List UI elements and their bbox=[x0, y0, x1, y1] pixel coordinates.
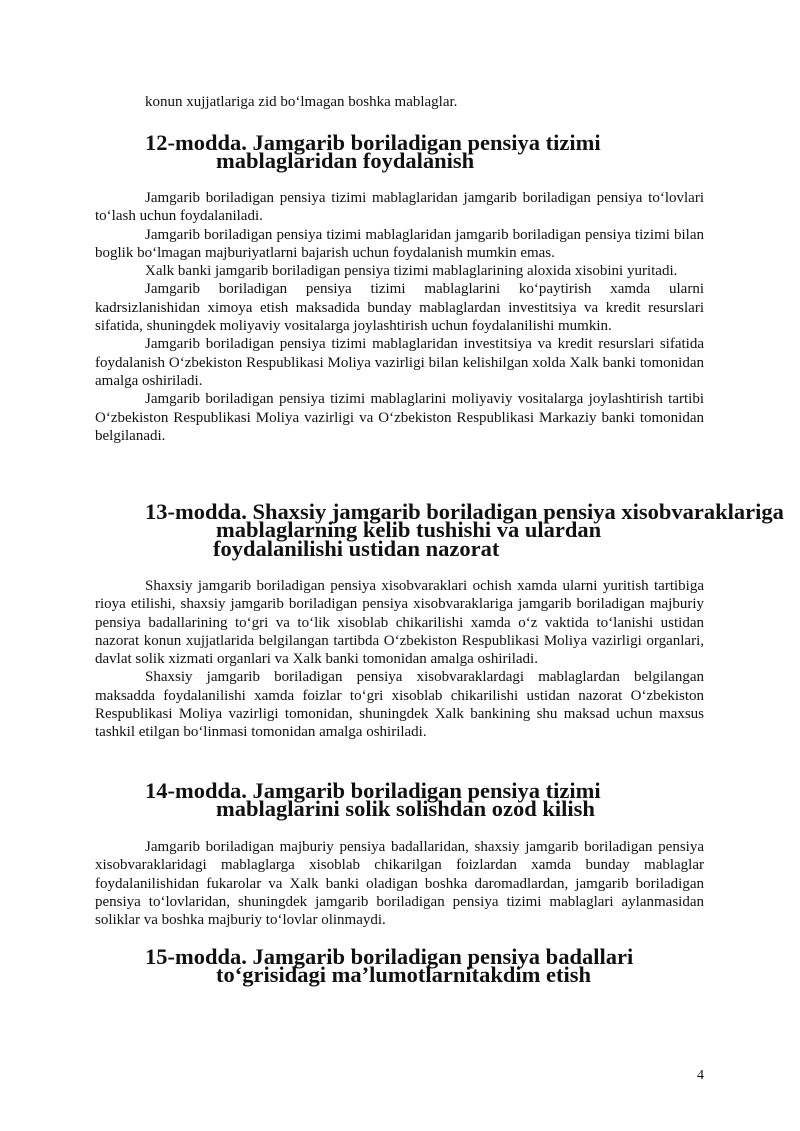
continuation-text: konun xujjatlariga zid bo‘lmagan boshka mablaglar. bbox=[145, 94, 458, 110]
article-13-heading-line1: 13-modda. Shaxsiy jamgarib boriladigan pensiya xisobvaraklariga bbox=[145, 499, 784, 524]
article-15-heading-line1: 15-modda. Jamgarib boriladigan pensiya badallari bbox=[145, 944, 634, 969]
article-14-heading-line2: mablaglarini solik solishdan ozod kilish bbox=[216, 796, 595, 822]
article-12-heading-line1: 12-modda. Jamgarib boriladigan pensiya tizimi bbox=[145, 130, 601, 155]
article-12-paragraph: Jamgarib boriladigan pensiya tizimi mablaglaridan jamgarib boriladigan pensiya to‘lovlari to‘lash uchun foydalaniladi. bbox=[95, 190, 704, 225]
article-13-heading bbox=[145, 499, 784, 561]
article-13-body bbox=[95, 577, 704, 742]
article-14-heading-line1: 14-modda. Jamgarib boriladigan pensiya tizimi bbox=[145, 778, 601, 803]
article-14-body bbox=[95, 838, 704, 929]
article-12-paragraph: Jamgarib boriladigan pensiya tizimi mablaglarini moliyaviy vositalarga joylashtirish tartibi O‘zbekiston Respublikasi Moliya vazirligi va O‘zbekiston Respublikasi Markaziy banki tomonidan belgilanadi. bbox=[95, 391, 704, 444]
article-12-heading-line2: mablaglaridan foydalanish bbox=[216, 148, 475, 174]
article-12-paragraph: Xalk banki jamgarib boriladigan pensiya tizimi mablaglarining aloxida xisobini yuritadi. bbox=[145, 263, 678, 280]
article-14-paragraph: Jamgarib boriladigan majburiy pensiya badallaridan, shaxsiy jamgarib boriladigan pensiya xisobvaraklaridagi mablaglarga xisoblab chikarilgan foizlardan xamda bunday mablaglar foydalanilishidan fukarolar va Xalk banki oladigan boshka daromadlardan, jamgarib boriladigan pensiya to‘lovlaridan, shuningdek jamgarib boriladigan pensiya tizimi mablaglari aylanmasidan soliklar va boshka majburiy to‘lovlar olinmaydi. bbox=[95, 839, 704, 929]
article-14-heading bbox=[145, 778, 601, 822]
article-13-heading-line2: mablaglarning kelib tushishi va ulardan bbox=[216, 517, 602, 543]
article-12-heading bbox=[145, 130, 601, 174]
article-13-paragraph: Shaxsiy jamgarib boriladigan pensiya xisobvaraklardagi mablaglardan belgilangan maksadda foydalanilishi xamda foizlar to‘gri xisoblab chikarilishi ustidan nazorat O‘zbekiston Respublikasi Moliya vazirligi tomonidan, shuningdek Xalk bankining shu maksad uchun maxsus tashkil etilgan bo‘linmasi tomonidan amalga oshiriladi. bbox=[95, 669, 704, 741]
article-12-body bbox=[95, 189, 704, 445]
article-15-heading bbox=[145, 944, 634, 988]
article-12-paragraph: Jamgarib boriladigan pensiya tizimi mablaglaridan investitsiya va kredit resurslari sifatida foydalanish O‘zbekiston Respublikasi Moliya vazirligi bilan kelishilgan xolda Xalk banki tomonidan amalga oshiriladi. bbox=[95, 336, 704, 389]
article-12-paragraph: Jamgarib boriladigan pensiya tizimi mablaglaridan jamgarib boriladigan pensiya tizimi bilan boglik bo‘lmagan majburiyatlarni bajarish uchun foydalanish mumkin emas. bbox=[95, 226, 704, 261]
article-13-paragraph: Shaxsiy jamgarib boriladigan pensiya xisobvaraklari ochish xamda ularni yuritish tartibiga rioya etilishi, shaxsiy jamgarib boriladigan pensiya xisobvaraklariga jamgarib boriladigan majburiy pensiya badallarining to‘gri va to‘lik xisoblab chikarilishi xamda o‘z vaktida to‘lanishi ustidan nazorat konun xujjatlarida belgilangan tartibda O‘zbekiston Respublikasi Moliya vazirligi organlari, davlat solik xizmati organlari va Xalk banki tomonidan amalga oshiriladi. bbox=[95, 578, 704, 668]
article-13-heading-line3: foydalanilishi ustidan nazorat bbox=[213, 535, 500, 561]
article-12-paragraph: Jamgarib boriladigan pensiya tizimi mablaglarini ko‘paytirish xamda ularni kadrsizlanishidan ximoya etish maksadida bunday mablaglardan investitsiya va kredit resurslari sifatida, shuningdek moliyaviy vositalarga joylashtirish uchun foydalanilishi mumkin. bbox=[95, 281, 704, 335]
page-number: 4 bbox=[697, 1068, 704, 1083]
article-15-heading-line2: to‘grisidagi ma’lumotlarnitakdim etish bbox=[216, 962, 591, 988]
